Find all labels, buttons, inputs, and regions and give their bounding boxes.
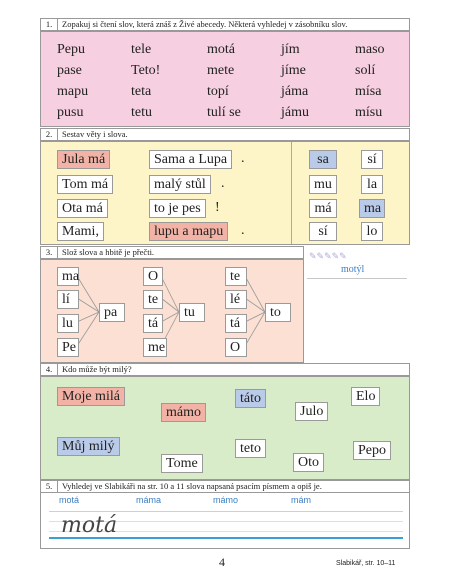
grid-word: pase <box>57 63 82 78</box>
writing-line <box>307 278 407 279</box>
word-card: Elo <box>351 387 380 406</box>
syllable: lí <box>57 290 79 309</box>
syllable: lu <box>57 314 79 333</box>
page-number: 4 <box>219 555 225 569</box>
cursive-word: mámo <box>213 495 239 505</box>
syllable: mu <box>309 175 337 194</box>
word-card: Tome <box>161 454 203 473</box>
punctuation: . <box>221 176 225 191</box>
sentence-end: Sama a Lupa <box>149 150 232 169</box>
section-number: 5. <box>41 481 58 492</box>
syllable: ma <box>359 199 385 218</box>
section-2-sentences <box>40 141 410 245</box>
grid-word: maso <box>355 42 385 57</box>
syllable: O <box>225 338 247 357</box>
grid-word: teta <box>131 84 152 99</box>
grid-word: mete <box>207 63 235 78</box>
cursive-word: mám <box>291 495 311 505</box>
syllable: O <box>143 267 163 286</box>
grid-word: jím <box>281 42 300 57</box>
word-card: Můj milý <box>57 437 120 456</box>
word-card: Pepo <box>353 441 391 460</box>
side-word: motýl <box>341 264 365 275</box>
cursive-word: motá <box>59 495 80 505</box>
syllable: tá <box>225 314 247 333</box>
syllable: te <box>225 267 247 286</box>
writing-line <box>49 511 403 512</box>
pencils-icon: ✎✎✎✎✎ <box>309 251 347 261</box>
grid-word: mapu <box>57 84 89 99</box>
grid-word: jíme <box>281 63 306 78</box>
punctuation: ! <box>215 200 220 215</box>
grid-word: jámu <box>281 105 309 120</box>
grid-word: jáma <box>281 84 309 99</box>
sentence-end: malý stůl <box>149 175 211 194</box>
cursive-word: máma <box>136 495 162 505</box>
syllable: Pe <box>57 338 79 357</box>
section-number: 2. <box>41 129 58 140</box>
syllable: má <box>309 199 337 218</box>
sentence-start: Ota má <box>57 199 108 218</box>
syllable: lo <box>361 222 383 241</box>
syllable: me <box>143 338 167 357</box>
grid-word: mísu <box>355 105 383 120</box>
section-1-header <box>40 18 410 31</box>
section-5-header <box>40 480 410 493</box>
connector-lines <box>41 260 303 364</box>
syllable: la <box>361 175 383 194</box>
section-instruction: Vyhledej ve Slabikáři na str. 10 a 11 slova napsaná psacím písmem a opiš je. <box>62 481 322 491</box>
section-1-word-grid <box>40 31 410 127</box>
word-card: táto <box>235 389 266 408</box>
grid-word: Teto! <box>131 63 161 78</box>
sentence-start: Tom má <box>57 175 113 194</box>
sentence-end: to je pes <box>149 199 206 218</box>
syllable: tá <box>143 314 163 333</box>
section-number: 3. <box>41 247 58 258</box>
section-number: 4. <box>41 364 58 375</box>
grid-word: solí <box>355 63 376 78</box>
grid-word: tele <box>131 42 152 57</box>
syllable: sa <box>309 150 337 169</box>
word-card: teto <box>235 439 266 458</box>
sentence-start: Mami, <box>57 222 104 241</box>
syllable: lé <box>225 290 247 309</box>
section-instruction: Zopakuj si čtení slov, která znáš z Živé abecedy. Některá vyhledej v zásobníku slov. <box>62 19 348 29</box>
section-4-words <box>40 376 410 480</box>
grid-word: motá <box>207 42 235 57</box>
syllable: ma <box>57 267 79 286</box>
section-instruction: Slož slova a hbitě je přečti. <box>62 247 155 257</box>
section-4-header <box>40 363 410 376</box>
word-card: mámo <box>161 403 206 422</box>
punctuation: . <box>241 223 245 238</box>
syllable: te <box>143 290 163 309</box>
word-card: Oto <box>293 453 324 472</box>
sentence-start: Jula má <box>57 150 110 169</box>
divider <box>291 142 292 244</box>
word-card: Julo <box>295 402 328 421</box>
grid-word: Pepu <box>57 42 85 57</box>
punctuation: . <box>241 151 245 166</box>
page-reference: Slabikář, str. 10–11 <box>336 560 396 567</box>
script-sample: motá <box>61 513 118 538</box>
section-instruction: Kdo může být milý? <box>62 364 132 374</box>
grid-word: tulí se <box>207 105 241 120</box>
syllable: to <box>265 303 291 322</box>
syllable: sí <box>309 222 337 241</box>
grid-word: pusu <box>57 105 84 120</box>
grid-word: tetu <box>131 105 152 120</box>
section-5-writing <box>40 493 410 549</box>
grid-word: mísa <box>355 84 382 99</box>
word-card: Moje milá <box>57 387 125 406</box>
sentence-end: lupu a mapu <box>149 222 228 241</box>
syllable: sí <box>361 150 383 169</box>
section-2-header <box>40 128 410 141</box>
syllable: tu <box>179 303 205 322</box>
syllable: pa <box>99 303 125 322</box>
section-instruction: Sestav věty i slova. <box>62 129 128 139</box>
section-number: 1. <box>41 19 58 30</box>
grid-word: topí <box>207 84 229 99</box>
